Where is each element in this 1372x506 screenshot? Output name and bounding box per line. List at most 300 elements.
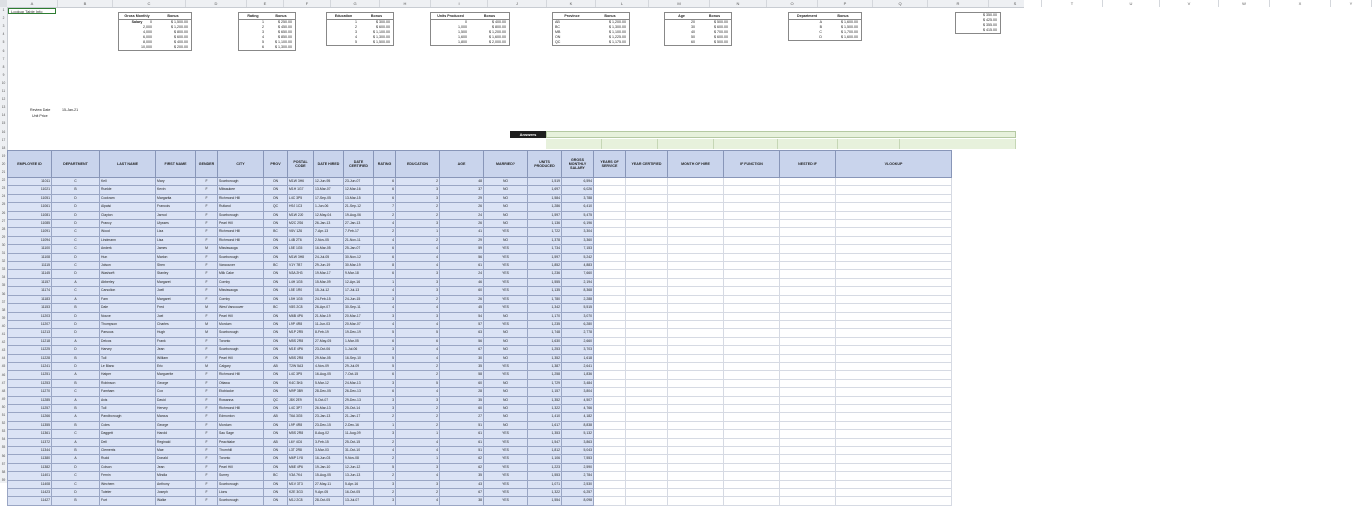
table-cell[interactable]: ON [264,245,288,253]
table-cell[interactable] [668,404,724,412]
table-cell[interactable]: F [196,186,218,194]
table-cell[interactable]: Surrey [218,472,264,480]
table-cell[interactable]: 60 [440,287,484,295]
table-cell[interactable] [724,329,780,337]
table-cell[interactable]: 6,196 [562,220,594,228]
table-cell[interactable] [626,329,668,337]
table-cell[interactable]: Charles [156,320,196,328]
table-cell[interactable]: L4C 3P7 [288,404,314,412]
table-cell[interactable]: F [196,379,218,387]
lookup-cell[interactable]: 1 [355,20,357,24]
lookup-cell[interactable]: $ 800.00 [174,30,188,34]
table-cell[interactable] [594,463,626,471]
table-cell[interactable]: Avis [100,396,156,404]
table-cell[interactable]: 4 [396,447,440,455]
table-cell[interactable]: ON [264,497,288,505]
table-cell[interactable]: B [52,497,100,505]
table-cell[interactable]: Delcos [100,337,156,345]
table-cell[interactable]: Cockram [100,194,156,202]
column-header[interactable]: V [1160,0,1219,7]
table-cell[interactable] [780,447,836,455]
table-cell[interactable]: 3 [396,463,440,471]
table-cell[interactable] [780,304,836,312]
table-cell[interactable]: F [196,295,218,303]
table-cell[interactable]: 1,697 [528,186,562,194]
table-cell[interactable]: ON [264,337,288,345]
table-cell[interactable]: YES [484,295,528,303]
table-cell[interactable]: YES [484,455,528,463]
table-cell[interactable] [724,194,780,202]
row-header[interactable]: 10 [1,80,6,85]
column-title[interactable]: EDUCATION [396,151,440,178]
column-title[interactable]: DEPARTMENT [52,151,100,178]
table-cell[interactable] [668,236,724,244]
table-cell[interactable]: 3 [396,194,440,202]
row-header[interactable]: 11 [1,89,6,93]
table-cell[interactable]: Hervey [156,404,196,412]
table-cell[interactable] [836,480,952,488]
table-cell[interactable] [594,489,626,497]
row-header[interactable]: 43 [1,348,6,353]
table-cell[interactable]: Mae [156,447,196,455]
table-cell[interactable] [668,329,724,337]
table-cell[interactable]: D [52,194,100,202]
table-cell[interactable]: 12-Jun-95 [314,178,344,186]
table-cell[interactable]: 61 [440,438,484,446]
row-header[interactable]: 25 [1,202,6,207]
table-cell[interactable] [836,421,952,429]
table-cell[interactable]: K4C 3K6 [288,379,314,387]
table-cell[interactable] [724,270,780,278]
table-cell[interactable] [836,489,952,497]
table-cell[interactable]: 5-Mar-12 [314,379,344,387]
lookup-cell[interactable]: $ 1,100.00 [373,30,390,34]
table-cell[interactable]: B [52,421,100,429]
table-cell[interactable] [594,430,626,438]
table-cell[interactable]: 4 [396,354,440,362]
table-cell[interactable]: 1,748 [528,329,562,337]
column-header[interactable]: A [7,0,58,7]
table-cell[interactable]: 3 [396,278,440,286]
table-cell[interactable]: F [196,337,218,345]
row-header[interactable]: 55 [1,445,6,450]
table-cell[interactable]: ON [264,430,288,438]
table-cell[interactable] [668,245,724,253]
column-header[interactable]: N [710,0,767,7]
table-cell[interactable] [780,287,836,295]
table-cell[interactable]: 4 [396,438,440,446]
table-cell[interactable]: Mississauga [218,245,264,253]
table-cell[interactable] [668,497,724,505]
table-cell[interactable]: F [196,404,218,412]
table-cell[interactable]: Marcus [156,413,196,421]
table-cell[interactable] [668,220,724,228]
table-cell[interactable] [626,404,668,412]
table-cell[interactable]: 7-Apr-13 [314,228,344,236]
table-cell[interactable]: 1,136 [528,220,562,228]
table-cell[interactable]: Lions [218,489,264,497]
table-cell[interactable] [780,262,836,270]
table-cell[interactable]: Daggett [100,430,156,438]
lookup-cell[interactable]: $ 800.00 [492,25,506,29]
table-cell[interactable]: 1-Mar-05 [344,337,374,345]
table-cell[interactable]: Dell [100,438,156,446]
table-cell[interactable]: B [52,186,100,194]
table-cell[interactable]: AB [264,413,288,421]
table-cell[interactable]: F [196,480,218,488]
table-cell[interactable]: Cornby [218,278,264,286]
table-cell[interactable]: Marguerite [156,371,196,379]
row-header[interactable]: 2 [2,16,5,21]
table-cell[interactable]: Prancy [100,220,156,228]
table-cell[interactable]: Dale [100,304,156,312]
table-cell[interactable]: 2 [374,472,396,480]
table-cell[interactable]: 1,617 [528,421,562,429]
table-cell[interactable]: George [156,421,196,429]
row-header[interactable]: 36 [1,291,6,296]
row-header[interactable]: 16 [1,129,6,134]
table-cell[interactable]: 16-Aug-05 [314,371,344,379]
table-cell[interactable]: ON [264,253,288,261]
table-cell[interactable]: C [52,472,100,480]
lookup-cell[interactable]: 30 [691,25,695,29]
row-header[interactable]: 59 [1,477,6,482]
table-cell[interactable]: 5,242 [562,253,594,261]
table-cell[interactable]: 26 [440,295,484,303]
table-cell[interactable]: 54 [440,312,484,320]
table-cell[interactable] [626,220,668,228]
table-cell[interactable]: 4 [396,320,440,328]
table-cell[interactable] [626,236,668,244]
table-cell[interactable] [780,312,836,320]
lookup-cell[interactable]: 0 [465,20,467,24]
table-cell[interactable] [724,186,780,194]
table-cell[interactable]: 2,641 [562,362,594,370]
review-date-value[interactable]: 15-Jan-21 [62,108,79,112]
table-cell[interactable]: 46 [440,278,484,286]
table-cell[interactable]: 7-Oct-15 [344,371,374,379]
table-cell[interactable] [724,245,780,253]
table-cell[interactable]: F [196,278,218,286]
lookup-cell[interactable]: $ 1,200.00 [609,20,626,24]
table-cell[interactable]: 1-Jun-06 [314,203,344,211]
table-cell[interactable] [668,337,724,345]
table-cell[interactable] [594,228,626,236]
table-cell[interactable]: V8S 2C8 [288,304,314,312]
table-cell[interactable]: C [52,228,100,236]
table-cell[interactable] [724,421,780,429]
table-cell[interactable]: YES [484,489,528,497]
table-cell[interactable]: 11408 [8,480,52,488]
table-cell[interactable] [626,262,668,270]
table-cell[interactable]: F [196,413,218,421]
table-cell[interactable]: 8-Feb-19 [314,329,344,337]
lookup-cell[interactable]: 1,500 [458,30,467,34]
table-cell[interactable]: 21-Jan-17 [344,413,374,421]
table-cell[interactable] [668,253,724,261]
lookup-cell[interactable]: 10,000 [141,45,152,49]
table-cell[interactable]: YES [484,287,528,295]
table-cell[interactable]: 3 [396,270,440,278]
table-cell[interactable]: 5-Apr-16 [344,480,374,488]
table-cell[interactable]: YES [484,320,528,328]
table-cell[interactable]: D [52,312,100,320]
table-cell[interactable]: 4 [396,245,440,253]
table-cell[interactable]: YES [484,447,528,455]
table-cell[interactable]: 28 [440,388,484,396]
table-cell[interactable]: NO [484,337,528,345]
table-cell[interactable]: 26-Dec-13 [344,388,374,396]
table-cell[interactable]: 11-Aug-09 [344,430,374,438]
lookup-cell[interactable]: $ 1,300.00 [373,35,390,39]
table-cell[interactable]: Abberley [100,278,156,286]
table-cell[interactable]: Hatper [100,371,156,379]
table-cell[interactable] [594,480,626,488]
table-cell[interactable]: Joseph [156,489,196,497]
table-cell[interactable]: 28-Oct-05 [314,497,344,505]
table-cell[interactable] [836,312,952,320]
table-cell[interactable]: Pearl Hill [218,463,264,471]
table-cell[interactable]: J8X 2E9 [288,396,314,404]
table-cell[interactable]: Ulysses [156,220,196,228]
table-cell[interactable]: 2,778 [562,329,594,337]
table-cell[interactable]: 4 [374,447,396,455]
lookup-cell[interactable]: $ 250.00 [278,20,292,24]
table-cell[interactable] [594,203,626,211]
table-cell[interactable] [780,463,836,471]
row-header[interactable]: 1 [2,8,5,12]
lookup-cell[interactable]: 6,000 [143,35,152,39]
table-cell[interactable]: NO [484,236,528,244]
table-cell[interactable]: 12-Jun-12 [344,463,374,471]
table-cell[interactable]: AB [264,362,288,370]
table-cell[interactable]: Alpaisi [100,203,156,211]
table-cell[interactable]: 1,223 [528,463,562,471]
table-cell[interactable]: Furt [100,497,156,505]
table-cell[interactable]: C [52,236,100,244]
table-cell[interactable]: 5 [396,329,440,337]
table-cell[interactable]: Carsolion [100,287,156,295]
column-title[interactable]: YEAR CERTIFIED [626,151,668,178]
table-cell[interactable] [836,245,952,253]
lookup-cell[interactable]: $ 1,500.00 [841,25,858,29]
lookup-cell[interactable]: 8,000 [143,40,152,44]
table-cell[interactable]: 4-Nov-09 [314,362,344,370]
row-header[interactable]: 46 [1,372,6,377]
table-cell[interactable]: NO [484,388,528,396]
table-cell[interactable] [626,211,668,219]
table-cell[interactable]: 26-Mar-13 [314,404,344,412]
table-cell[interactable]: 1,722 [528,228,562,236]
table-cell[interactable]: 56 [440,253,484,261]
table-cell[interactable]: 1,286 [528,203,562,211]
table-cell[interactable]: 4 [374,304,396,312]
table-cell[interactable]: 11266 [8,413,52,421]
row-header[interactable]: 14 [1,113,6,118]
table-cell[interactable]: 28-Dec-05 [314,388,344,396]
table-cell[interactable]: YES [484,253,528,261]
row-header[interactable]: 33 [1,267,6,272]
table-cell[interactable]: Milk Cake [218,270,264,278]
table-cell[interactable] [780,228,836,236]
table-cell[interactable]: 24-Mar-13 [344,379,374,387]
table-cell[interactable]: 19-Jan-10 [314,463,344,471]
table-cell[interactable] [780,413,836,421]
table-cell[interactable]: M [196,362,218,370]
table-cell[interactable] [594,354,626,362]
column-title[interactable]: GENDER [196,151,218,178]
table-cell[interactable]: Pearl Hill [218,354,264,362]
table-cell[interactable] [626,371,668,379]
table-cell[interactable] [626,346,668,354]
table-cell[interactable]: YES [484,430,528,438]
table-cell[interactable]: C [52,388,100,396]
table-cell[interactable]: 24 [440,211,484,219]
table-cell[interactable]: 6,026 [562,186,594,194]
table-cell[interactable]: 21-Mar-19 [314,312,344,320]
table-cell[interactable]: 21-Nov-11 [344,236,374,244]
table-cell[interactable]: L5H 1G5 [288,295,314,303]
table-cell[interactable] [668,270,724,278]
table-cell[interactable]: 58 [440,371,484,379]
table-cell[interactable] [724,337,780,345]
table-cell[interactable]: NO [484,346,528,354]
table-cell[interactable]: M1H 1G7 [288,186,314,194]
table-cell[interactable]: 6 [374,194,396,202]
lookup-cell[interactable]: 20 [691,20,695,24]
table-cell[interactable]: 2 [396,178,440,186]
table-cell[interactable] [724,388,780,396]
table-cell[interactable]: 56 [440,337,484,345]
table-cell[interactable] [724,228,780,236]
table-cell[interactable]: ON [264,379,288,387]
table-cell[interactable]: 6,594 [562,178,594,186]
table-cell[interactable] [724,295,780,303]
table-cell[interactable]: 1,555 [528,278,562,286]
table-cell[interactable] [626,354,668,362]
table-cell[interactable] [836,438,952,446]
table-cell[interactable] [836,388,952,396]
table-cell[interactable]: ON [264,178,288,186]
table-cell[interactable]: 20-Mar-17 [344,312,374,320]
table-cell[interactable]: 61 [440,262,484,270]
table-cell[interactable]: Pandborough [100,413,156,421]
table-cell[interactable]: 24 [440,270,484,278]
lookup-cell[interactable]: $ 1,200.00 [171,25,188,29]
lookup-cell[interactable]: $ 1,300.00 [609,25,626,29]
table-cell[interactable]: ON [264,312,288,320]
lookup-cell[interactable]: $ 1,100.00 [609,30,626,34]
table-cell[interactable] [626,320,668,328]
table-cell[interactable]: L4B 2T6 [288,236,314,244]
table-cell[interactable]: 1,852 [528,262,562,270]
table-cell[interactable] [780,295,836,303]
table-cell[interactable]: B [52,354,100,362]
table-cell[interactable]: 4 [396,304,440,312]
table-cell[interactable]: YES [484,480,528,488]
table-cell[interactable]: 11241 [8,362,52,370]
table-cell[interactable]: 11257 [8,404,52,412]
table-cell[interactable]: 3 [374,346,396,354]
table-cell[interactable]: 1,630 [528,337,562,345]
table-cell[interactable]: 11108 [8,253,52,261]
table-cell[interactable]: 1,547 [528,438,562,446]
lookup-cell[interactable]: 1,800 [458,40,467,44]
table-cell[interactable]: F [196,354,218,362]
table-cell[interactable]: 24-Jul-05 [314,253,344,261]
table-cell[interactable]: Peachlake [218,438,264,446]
table-cell[interactable] [780,186,836,194]
table-cell[interactable] [668,438,724,446]
table-cell[interactable]: 11382 [8,463,52,471]
table-cell[interactable]: 12-May-04 [314,211,344,219]
table-cell[interactable] [836,194,952,202]
table-cell[interactable] [668,203,724,211]
lookup-cell[interactable]: $ 300.00 [376,20,390,24]
table-cell[interactable]: 2 [396,421,440,429]
table-cell[interactable]: 1 [396,430,440,438]
table-cell[interactable]: 5 [374,354,396,362]
column-title[interactable]: VLOOKUP [836,151,952,178]
table-cell[interactable]: Richmond Hill [218,371,264,379]
table-cell[interactable]: M6P 1Y8 [288,455,314,463]
table-cell[interactable]: YES [484,472,528,480]
lookup-cell[interactable]: $ 1,100.00 [275,40,292,44]
table-cell[interactable] [594,413,626,421]
table-cell[interactable] [626,295,668,303]
table-cell[interactable]: 63 [440,329,484,337]
table-cell[interactable] [626,228,668,236]
table-cell[interactable] [780,379,836,387]
table-cell[interactable]: 11157 [8,278,52,286]
table-cell[interactable]: C [52,262,100,270]
table-cell[interactable] [724,480,780,488]
table-cell[interactable]: F [196,388,218,396]
row-header[interactable]: 56 [1,453,6,458]
table-cell[interactable]: 1,584 [528,194,562,202]
table-cell[interactable]: F [196,194,218,202]
table-cell[interactable]: 51 [440,447,484,455]
table-cell[interactable] [780,455,836,463]
table-cell[interactable]: 6 [374,253,396,261]
table-cell[interactable]: 11-Jun-03 [314,320,344,328]
table-cell[interactable]: 3 [396,480,440,488]
table-cell[interactable] [836,404,952,412]
table-cell[interactable]: F [196,430,218,438]
table-cell[interactable]: 51 [440,421,484,429]
table-cell[interactable]: Tuteler [100,489,156,497]
table-cell[interactable]: Jean [156,346,196,354]
table-cell[interactable]: 1,353 [528,430,562,438]
lookup-cell[interactable]: 3 [355,30,357,34]
table-cell[interactable]: Tull [100,354,156,362]
column-title[interactable]: MARRIED? [484,151,528,178]
table-cell[interactable]: 27-May-11 [314,480,344,488]
table-cell[interactable] [724,253,780,261]
table-cell[interactable] [594,337,626,345]
lookup-cell[interactable]: $ 415.00 [983,28,997,32]
table-cell[interactable]: 7-Feb-17 [344,228,374,236]
table-cell[interactable]: ON [264,480,288,488]
row-header[interactable]: 19 [1,153,6,158]
table-cell[interactable]: NO [484,354,528,362]
table-cell[interactable]: 2 [396,203,440,211]
table-cell[interactable]: 2 [374,413,396,421]
table-cell[interactable]: BC [264,472,288,480]
table-cell[interactable]: 35 [440,472,484,480]
table-cell[interactable]: 25-Oct-14 [344,404,374,412]
table-cell[interactable]: F [196,455,218,463]
